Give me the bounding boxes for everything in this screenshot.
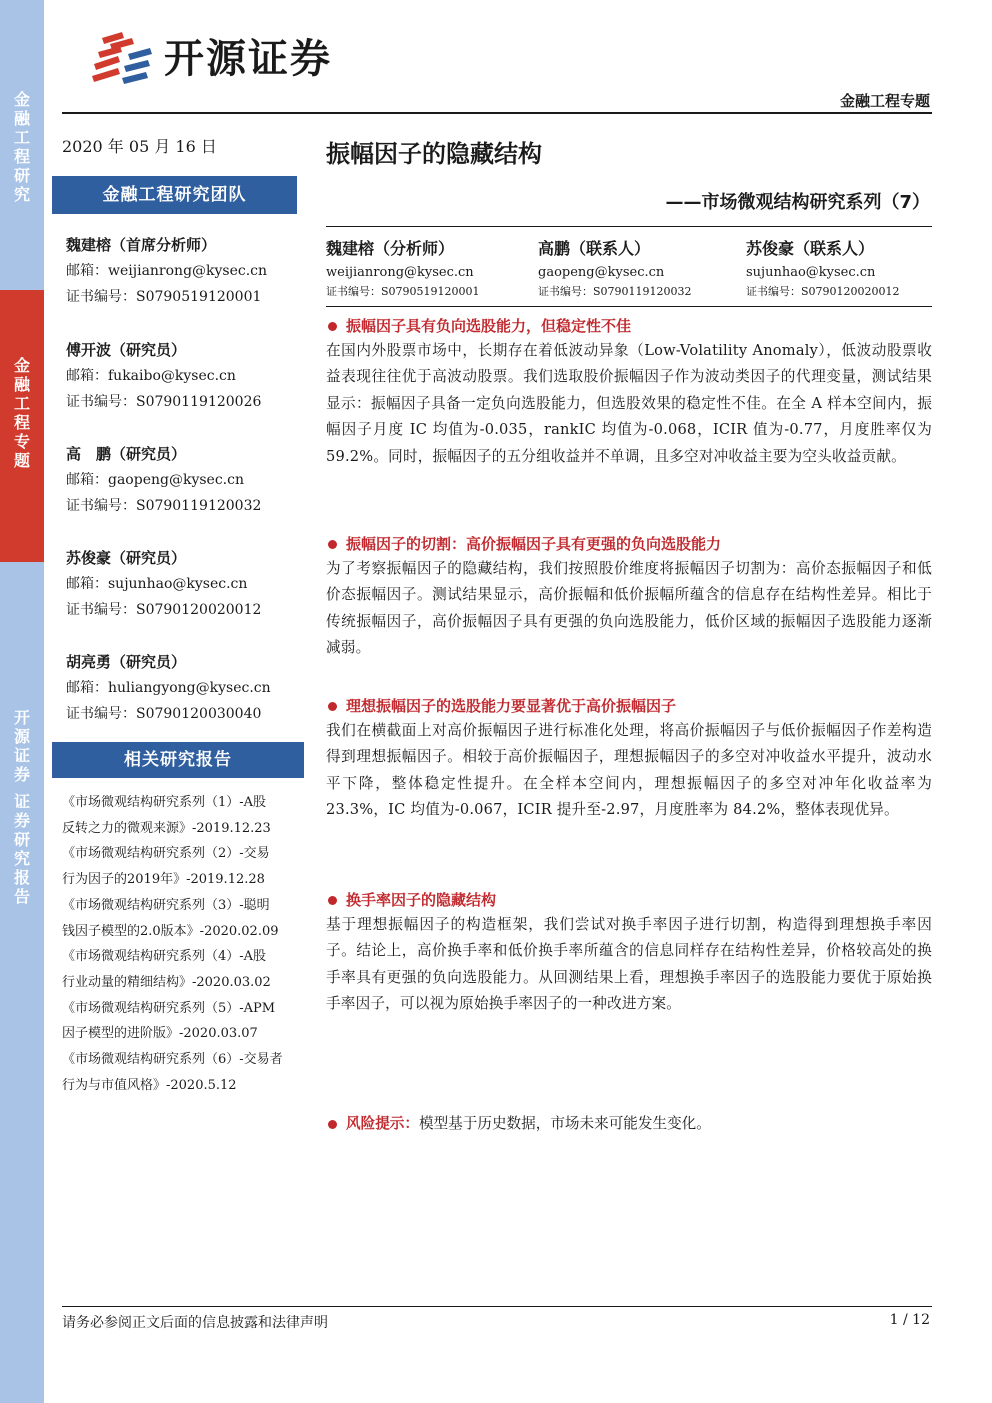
analyst-email: 邮箱：huliangyong@kysec.cn (66, 680, 271, 696)
analyst-cert: 证书编号：S0790120020012 (66, 602, 262, 618)
related-report-item[interactable]: 《市场微观结构研究系列（4）-A股 行业动量的精细结构》-2020.03.02 (62, 949, 271, 990)
related-reports-title: 相关研究报告 (52, 742, 304, 778)
analyst-card (66, 545, 306, 623)
analyst-email: 邮箱：gaopeng@kysec.cn (66, 472, 244, 488)
analyst-card (66, 441, 306, 519)
author-cert: 证书编号：S0790519120001 (326, 285, 480, 298)
analyst-name: 魏建榕（首席分析师） (66, 236, 217, 254)
section-body: 基于理想振幅因子的构造框架，我们尝试对换手率因子进行切割，构造得到理想换手率因子。结论上，高价换手率和低价换手率所蕴含的信息同样存在结构性差异，价格较高处的换手率具有更强的负向选股能力。从回测结果上看，理想换手率因子的选股能力要优于原始换手率因子，可以视为原始换手率因子的一种改进方案。 (326, 916, 932, 1013)
summary-section (326, 532, 932, 662)
analyst-email: 邮箱：weijianrong@kysec.cn (66, 263, 268, 279)
section-heading: 换手率因子的隐藏结构 (326, 888, 932, 912)
side-strip (0, 0, 44, 1403)
side-label-top: 金 融 工 程 研 究 (13, 90, 30, 204)
analyst-email: 邮箱：sujunhao@kysec.cn (66, 576, 248, 592)
risk-text: 模型基于历史数据，市场未来可能发生变化。 (418, 1115, 711, 1132)
footer-disclaimer: 请务必参阅正文后面的信息披露和法律声明 (62, 1315, 328, 1331)
summary-section (326, 694, 932, 824)
author-name: 高鹏（联系人） (538, 239, 651, 258)
section-heading: 振幅因子的切割：高价振幅因子具有更强的负向选股能力 (326, 532, 932, 556)
related-report-item[interactable]: 《市场微观结构研究系列（3）-聪明 钱因子模型的2.0版本》-2020.02.09 (62, 897, 279, 939)
analyst-name: 胡亮勇（研究员） (66, 653, 187, 671)
analyst-cert: 证书编号：S0790120030040 (66, 706, 262, 722)
related-report-item[interactable]: 《市场微观结构研究系列（6）-交易者 行为与市值风格》-2020.5.12 (62, 1052, 283, 1093)
related-report-item[interactable]: 《市场微观结构研究系列（2）-交易 行为因子的2019年》-2019.12.28 (62, 846, 270, 888)
analyst-card (66, 649, 306, 727)
author-name: 苏俊豪（联系人） (746, 239, 875, 258)
authors-divider (326, 306, 932, 307)
section-heading: 理想振幅因子的选股能力要显著优于高价振幅因子 (326, 694, 932, 718)
subtitle-divider (326, 226, 932, 227)
team-title: 金融工程研究团队 (52, 176, 297, 214)
footer-divider (62, 1306, 932, 1307)
page-subtitle: ——市场微观结构研究系列（7） (665, 192, 930, 213)
report-date: 2020 年 05 月 16 日 (62, 137, 217, 156)
author-block (326, 238, 526, 300)
report-type-label: 金融工程专题 (839, 92, 930, 110)
analyst-name: 傅开波（研究员） (66, 341, 187, 359)
header-divider (62, 112, 932, 114)
logo-mark-icon (88, 30, 158, 86)
analyst-cert: 证书编号：S0790119120032 (66, 498, 262, 514)
logo-text: 开源证券 (164, 36, 332, 82)
analyst-cert: 证书编号：S0790119120026 (66, 394, 262, 410)
author-cert: 证书编号：S0790119120032 (538, 285, 692, 298)
author-email[interactable]: sujunhao@kysec.cn (746, 265, 876, 280)
analyst-card (66, 337, 306, 415)
section-body: 为了考察振幅因子的隐藏结构，我们按照股价维度将振幅因子切割为：高价态振幅因子和低价态振幅因子。测试结果显示，高价振幅和低价振幅所蕴含的信息存在结构性差异。相比于传统振幅因子，高价振幅因子具有更强的负向选股能力，低价区域的振幅因子选股能力逐渐减弱。 (326, 560, 932, 657)
section-body: 在国内外股票市场中，长期存在着低波动异象（Low-Volatility Anomaly），低波动股票收益表现往往优于高波动股票。我们选取股价振幅因子作为波动类因子的代理变量，测试结果显示：振幅因子具备一定负向选股能力，但选股效果的稳定性不佳。在全 A 样本空间内，振幅因子月度 IC 均值为-0.035，rankIC 均值为-0.068，ICIR 值为-0.77，月度胜率仅为 59.2%。同时，振幅因子的五分组收益并不单调，且多空对冲收益主要为空头收益贡献。 (326, 342, 932, 465)
analyst-name: 苏俊豪（研究员） (66, 549, 187, 567)
related-report-item[interactable]: 《市场微观结构研究系列（1）-A股 反转之力的微观来源》-2019.12.23 (62, 795, 271, 836)
page-title: 振幅因子的隐藏结构 (326, 140, 542, 168)
author-email[interactable]: gaopeng@kysec.cn (538, 265, 665, 280)
side-label-middle: 金 融 工 程 专 题 (13, 356, 30, 470)
side-label-bottom: 开 源 证 券 证 券 研 究 报 告 (13, 708, 30, 906)
author-block (746, 238, 946, 300)
analyst-name: 高 鹏（研究员） (66, 445, 187, 463)
related-report-item[interactable]: 《市场微观结构研究系列（5）-APM 因子模型的进阶版》-2020.03.07 (62, 1000, 276, 1042)
brand-logo (88, 30, 388, 86)
section-body: 我们在横截面上对高价振幅因子进行标准化处理，将高价振幅因子与低价振幅因子作差构造得到理想振幅因子。相较于高价振幅因子，理想振幅因子的多空对冲收益水平提升，波动水平下降，整体稳定性提升。在全样本空间内，理想振幅因子的多空对冲年化收益率为 23.3%，IC 均值为-0.067，ICIR 提升至-2.97，月度胜率为 84.2%，整体表现优异。 (326, 722, 932, 819)
analyst-email: 邮箱：fukaibo@kysec.cn (66, 368, 236, 384)
summary-section (326, 314, 932, 470)
analyst-card (66, 232, 306, 310)
analyst-cert: 证书编号：S0790519120001 (66, 289, 262, 305)
section-heading: 振幅因子具有负向选股能力，但稳定性不佳 (326, 314, 932, 338)
author-block (538, 238, 738, 300)
page-number: 1 / 12 (889, 1312, 930, 1328)
related-reports-list (62, 790, 307, 1098)
risk-notice (326, 1112, 932, 1136)
author-name: 魏建榕（分析师） (326, 239, 455, 258)
author-email[interactable]: weijianrong@kysec.cn (326, 265, 474, 280)
summary-section (326, 888, 932, 1018)
author-cert: 证书编号：S0790120020012 (746, 285, 900, 298)
risk-label: 风险提示： (346, 1115, 419, 1132)
